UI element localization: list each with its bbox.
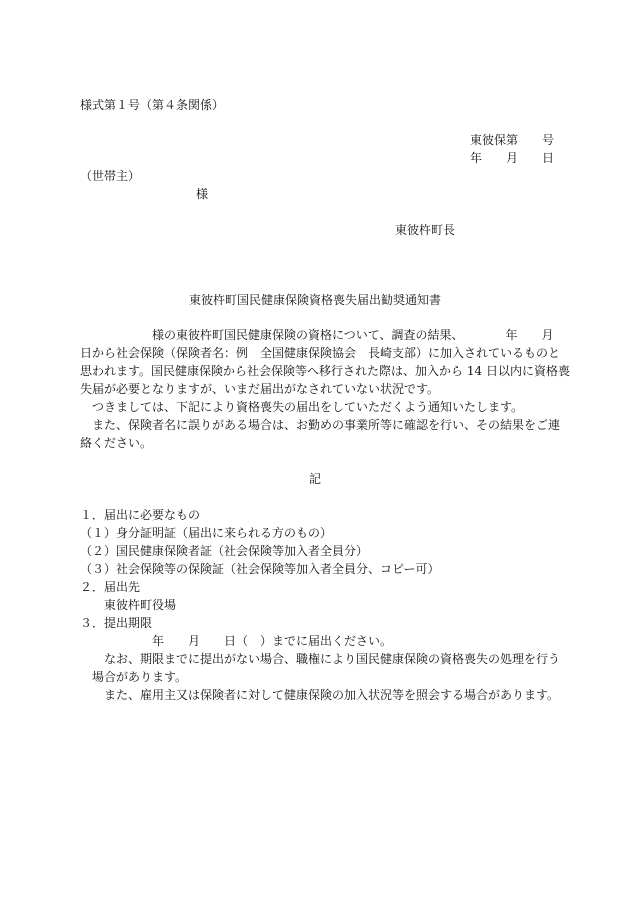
item-1-sub-1: （１）身分証明証（届出に来られる方のもの） bbox=[80, 526, 333, 540]
document-number: 東彼保第 号 bbox=[470, 133, 555, 147]
note-1-line-2: 場合があります。 bbox=[92, 670, 188, 684]
body-paragraph-3-line-2: 絡ください。 bbox=[80, 436, 153, 450]
body-paragraph-1-line-4: 失届が必要となりますが、いまだ届出がなされていない状況です。 bbox=[80, 382, 440, 396]
item-2-heading: ２．届出先 bbox=[80, 580, 141, 594]
body-paragraph-1-line-1: 様の東彼杵町国民健康保険の資格について、調査の結果、 年 月 bbox=[80, 328, 554, 342]
note-2: また、雇用主又は保険者に対して健康保険の加入状況等を照会する場合があります。 bbox=[104, 688, 560, 702]
item-1-sub-2: （２）国民健康保険者証（社会保険等加入者全員分） bbox=[80, 544, 369, 558]
addressee-label: （世帯主） bbox=[80, 169, 141, 183]
body-paragraph-1-line-3: 思われます。国民健康保険から社会保険等へ移行された際は、加入から 14 日以内に資格喪 bbox=[80, 364, 570, 378]
ki-heading: 記 bbox=[309, 472, 322, 486]
document-title: 東彼杵町国民健康保険資格喪失届出勧奨通知書 bbox=[188, 293, 441, 307]
addressee-sama: 様 bbox=[196, 187, 209, 201]
body-paragraph-1-line-2: 日から社会保険（保険者名：例 全国健康保険協会 長崎支部）に加入されているものと bbox=[80, 346, 561, 360]
item-1-sub-3: （３）社会保険等の保険証（社会保険等加入者全員分、コピー可） bbox=[80, 562, 440, 576]
issue-date: 年 月 日 bbox=[470, 151, 555, 165]
note-1-line-1: なお、期限までに提出がない場合、職権により国民健康保険の資格喪失の処理を行う bbox=[104, 652, 561, 666]
item-1-heading: １．届出に必要なもの bbox=[80, 508, 201, 522]
item-2-value: 東彼杵町役場 bbox=[104, 598, 177, 612]
sender-name: 東彼杵町長 bbox=[395, 223, 456, 237]
body-paragraph-2: つきましては、下記により資格喪失の届出をしていただくよう通知いたします。 bbox=[80, 400, 524, 414]
item-3-heading: ３．提出期限 bbox=[80, 616, 153, 630]
item-3-value: 年 月 日（ ）までに届出ください。 bbox=[152, 634, 393, 648]
body-paragraph-3-line-1: また、保険者名に誤りがある場合は、お勤めの事業所等に確認を行い、その結果をご連 bbox=[80, 418, 561, 432]
form-number: 様式第１号（第４条関係） bbox=[80, 98, 225, 112]
